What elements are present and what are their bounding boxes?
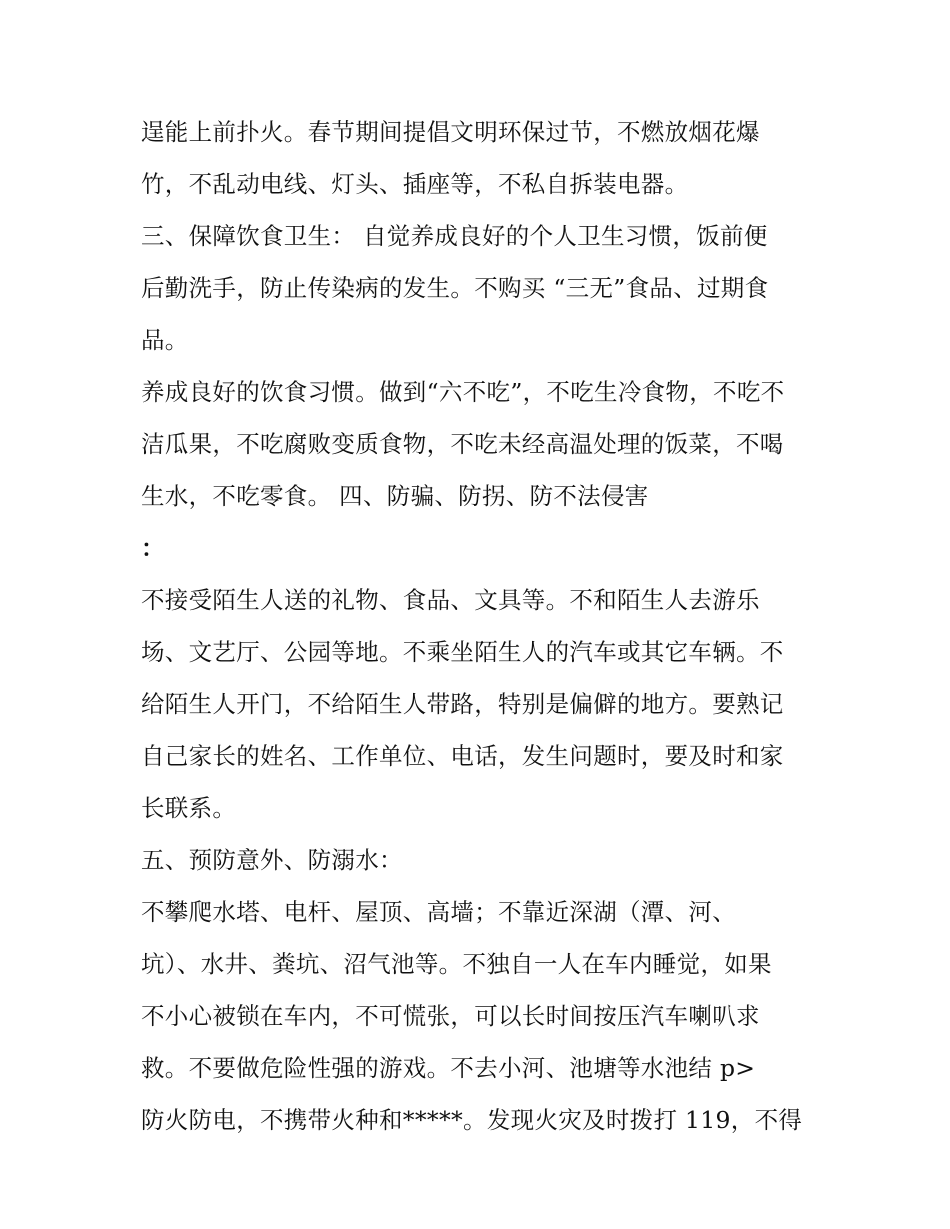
- text-line: 竹，不乱动电线、灯头、插座等，不私自拆装电器。: [141, 170, 689, 198]
- text-line: 洁瓜果，不吃腐败变质食物，不吃未经高温处理的饭菜，不喝: [141, 430, 784, 458]
- text-line: 救。不要做危险性强的游戏。不去小河、池塘等水池结 p>: [141, 1054, 756, 1082]
- text-line: 品。: [141, 326, 189, 354]
- text-line: 后勤洗手，防止传染病的发生。不购买 “三无”食品、过期食: [141, 274, 769, 302]
- text-line: 场、文艺厅、公园等地。不乘坐陌生人的汽车或其它车辆。不: [141, 638, 784, 666]
- text-line: 防火防电，不携带火种和*****。发现火灾及时拨打 119，不得: [141, 1106, 803, 1134]
- text-line: 不小心被锁在车内，不可慌张，可以长时间按压汽车喇叭求: [141, 1002, 760, 1030]
- section-heading-line: 五、预防意外、防溺水：: [141, 846, 403, 874]
- document-body: [141, 106, 821, 1146]
- section-heading-line: 生水，不吃零食。 四、防骗、防拐、防不法侵害: [141, 482, 649, 510]
- text-line: 不接受陌生人送的礼物、食品、文具等。不和陌生人去游乐: [141, 586, 760, 614]
- text-line: 自己家长的姓名、工作单位、电话，发生问题时，要及时和家: [141, 742, 784, 770]
- text-line: 坑）、水井、粪坑、沼气池等。不独自一人在车内睡觉，如果: [141, 950, 772, 978]
- text-line: 逞能上前扑火。春节期间提倡文明环保过节，不燃放烟花爆: [141, 118, 760, 146]
- section-heading-line: 三、保障饮食卫生： 自觉养成良好的个人卫生习惯，饭前便: [141, 222, 768, 250]
- text-line: 长联系。: [141, 794, 237, 822]
- text-line: 给陌生人开门，不给陌生人带路，特别是偏僻的地方。要熟记: [141, 690, 784, 718]
- text-line: 养成良好的饮食习惯。做到“六不吃”，不吃生冷食物，不吃不: [141, 378, 785, 406]
- text-line: ：: [141, 534, 165, 562]
- text-line: 不攀爬水塔、电杆、屋顶、高墙；不靠近深湖（潭、河、: [141, 898, 736, 926]
